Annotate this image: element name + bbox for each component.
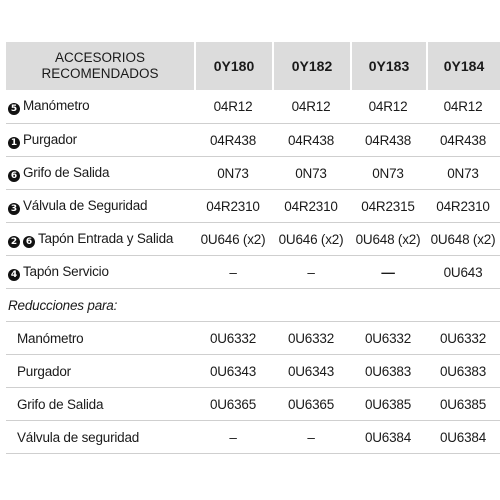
table-row [6, 256, 500, 289]
row-label: Grifo de Salida [6, 388, 194, 421]
table-cell: 0U6384 [426, 421, 500, 454]
row-label: Válvula de seguridad [6, 421, 194, 454]
table-cell: 0U648 (x2) [426, 223, 500, 256]
table-cell: 04R12 [350, 90, 426, 124]
table-cell: 04R438 [272, 124, 350, 157]
table-cell: 0U643 [426, 256, 500, 289]
table-cell: 04R12 [194, 90, 272, 124]
table-row [6, 421, 500, 454]
number-6-icon: 6 [23, 236, 35, 248]
row-label: Grifo de Salida [23, 164, 110, 180]
table-cell: – [272, 256, 350, 289]
accessories-header [6, 42, 194, 90]
table-cell: 04R12 [272, 90, 350, 124]
number-1-icon: 1 [8, 137, 20, 149]
section-heading-row [6, 289, 500, 322]
number-6-icon: 6 [8, 170, 20, 182]
model-header-0y184: 0Y184 [426, 42, 500, 90]
table-cell: 0U6365 [194, 388, 272, 421]
table-cell: 0N73 [350, 157, 426, 190]
table-row [6, 322, 500, 355]
table-cell: 04R438 [350, 124, 426, 157]
table-cell: 0U648 (x2) [350, 223, 426, 256]
accessories-table [6, 42, 500, 454]
number-4-icon: 4 [8, 269, 20, 281]
table-cell: 0U6383 [426, 355, 500, 388]
table-cell: 0U6365 [272, 388, 350, 421]
row-label: Manómetro [6, 322, 194, 355]
table-cell: 0U6385 [350, 388, 426, 421]
table-cell: 04R2310 [194, 190, 272, 223]
table-cell: 0N73 [426, 157, 500, 190]
table-cell: 0U6343 [194, 355, 272, 388]
table-cell: 04R2310 [272, 190, 350, 223]
row-label: Tapón Entrada y Salida [38, 230, 174, 246]
table-row [6, 355, 500, 388]
row-label: Manómetro [23, 98, 90, 113]
table-cell: 0U6332 [426, 322, 500, 355]
table-cell: 04R2310 [426, 190, 500, 223]
table-row [6, 190, 500, 223]
accessories-header-line1: ACCESORIOS [54, 50, 146, 65]
row-label-cell [6, 124, 194, 157]
table-cell: — [350, 256, 426, 289]
table-cell: 0U6384 [350, 421, 426, 454]
table-cell: – [272, 421, 350, 454]
table-cell: 0U646 (x2) [194, 223, 272, 256]
row-label: Válvula de Seguridad [23, 197, 148, 213]
table-row [6, 157, 500, 190]
accessories-header-line2: RECOMENDADOS [41, 66, 159, 81]
table-cell: 04R438 [426, 124, 500, 157]
row-label: Tapón Servicio [23, 263, 109, 279]
table-cell: – [194, 256, 272, 289]
number-2-icon: 2 [8, 236, 20, 248]
table-cell: – [194, 421, 272, 454]
table-row [6, 90, 500, 124]
table-row [6, 223, 500, 256]
row-label-cell [6, 190, 194, 223]
table-cell: 0U6385 [426, 388, 500, 421]
row-label-cell [6, 223, 194, 256]
row-label-cell [6, 256, 194, 289]
table-cell: 0U6343 [272, 355, 350, 388]
table-row [6, 124, 500, 157]
model-header-0y180: 0Y180 [194, 42, 272, 90]
accessories-table-container [6, 42, 500, 454]
row-label: Purgador [23, 131, 77, 147]
table-cell: 0U6332 [194, 322, 272, 355]
reducciones-heading: Reducciones para: [6, 289, 500, 322]
table-cell: 0U6383 [350, 355, 426, 388]
row-label: Purgador [6, 355, 194, 388]
model-header-0y182: 0Y182 [272, 42, 350, 90]
table-cell: 0N73 [194, 157, 272, 190]
row-label-cell [6, 90, 194, 124]
table-cell: 04R438 [194, 124, 272, 157]
table-cell: 0N73 [272, 157, 350, 190]
model-header-0y183: 0Y183 [350, 42, 426, 90]
table-cell: 0U6332 [272, 322, 350, 355]
number-5-icon: 5 [8, 103, 20, 115]
table-cell: 04R2315 [350, 190, 426, 223]
table-row [6, 388, 500, 421]
row-label-cell [6, 157, 194, 190]
number-3-icon: 3 [8, 203, 20, 215]
table-cell: 0U646 (x2) [272, 223, 350, 256]
table-cell: 04R12 [426, 90, 500, 124]
table-header-row [6, 42, 500, 90]
table-cell: 0U6332 [350, 322, 426, 355]
